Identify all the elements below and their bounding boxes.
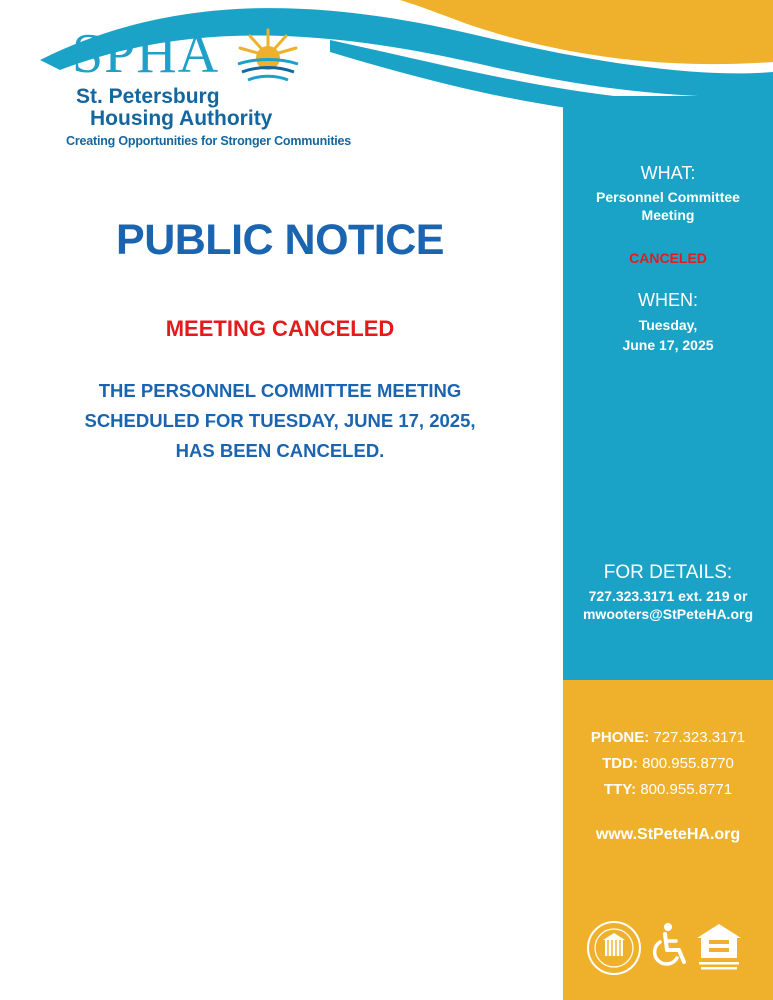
tty-label: TTY: xyxy=(603,781,637,798)
when-line2: June 17, 2025 xyxy=(622,337,714,353)
when-line1: Tuesday, xyxy=(638,317,698,333)
org-tagline: Creating Opportunities for Stronger Communities xyxy=(66,134,352,148)
what-label: WHAT: xyxy=(640,163,696,183)
notice-title: PUBLIC NOTICE xyxy=(116,216,444,264)
notice-body-line: HAS BEEN CANCELED. xyxy=(175,440,385,461)
spha-logo xyxy=(66,22,352,152)
details-phone: 727.323.3171 ext. 219 or xyxy=(588,588,748,604)
tty-number: 800.955.8771 xyxy=(640,781,733,798)
org-name-line2: Housing Authority xyxy=(90,107,273,130)
tdd-label: TDD: xyxy=(602,755,638,772)
phone-line xyxy=(563,725,773,751)
logo-wordmark: SPHA xyxy=(72,23,220,85)
notice-body xyxy=(0,376,560,466)
notice-subtitle: MEETING CANCELED xyxy=(165,316,395,341)
notice-body-line: SCHEDULED FOR TUESDAY, JUNE 17, 2025, xyxy=(84,410,476,431)
org-name-line1: St. Petersburg xyxy=(76,85,220,108)
hud-seal-icon xyxy=(586,920,642,976)
what-line1: Personnel Committee xyxy=(596,189,740,205)
status-canceled: CANCELED xyxy=(629,250,707,266)
notice-body-line: THE PERSONNEL COMMITTEE MEETING xyxy=(98,380,462,401)
equal-housing-opportunity-icon xyxy=(693,922,745,972)
phone-label: PHONE: xyxy=(590,729,650,746)
phone-number: 727.323.3171 xyxy=(653,729,746,746)
tty-line xyxy=(563,777,773,803)
when-label: WHEN: xyxy=(638,290,698,310)
website-link[interactable]: www.StPeteHA.org xyxy=(595,826,741,843)
tdd-line xyxy=(563,751,773,777)
what-line2: Meeting xyxy=(641,207,695,223)
sun-icon xyxy=(236,26,300,86)
tdd-number: 800.955.8770 xyxy=(642,755,734,772)
details-email[interactable]: mwooters@StPeteHA.org xyxy=(582,606,753,622)
details-label: FOR DETAILS: xyxy=(603,562,733,583)
wheelchair-accessibility-icon xyxy=(648,922,690,970)
